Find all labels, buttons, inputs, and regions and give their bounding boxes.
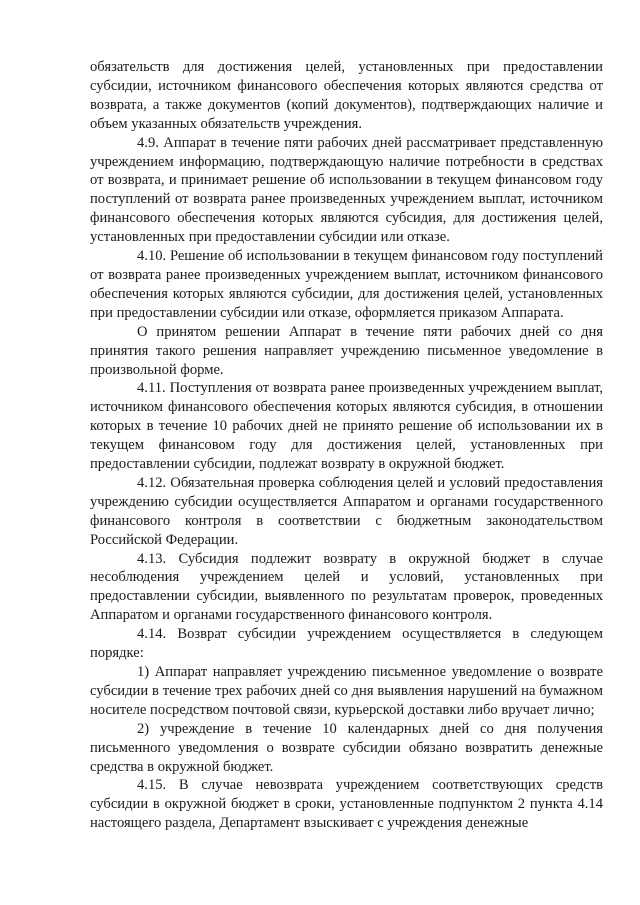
- paragraph-4-11: 4.11. Поступления от возврата ранее произведенных учреждением выплат, источником финансового обеспечения которых являются субсидия, в отношении которых в течение 10 рабочих дней не принято решение об использовании их в текущем финансовом году для достижения целей, установленных при предоставлении субсидии, подлежат возврату в окружной бюджет.: [90, 380, 603, 473]
- paragraph-4-13: 4.13. Субсидия подлежит возврату в окружной бюджет в случае несоблюдения учреждением целей и условий, установленных при предоставлении субсидии, выявленного по результатам проверок, проведенных Аппаратом и органами государственного финансового контроля.: [90, 550, 603, 624]
- paragraph-4-15: 4.15. В случае невозврата учреждением соответствующих средств субсидии в окружной бюджет в сроки, установленные подпунктом 2 пункта 4.14 настоящего раздела, Департамент взыскивает с учреждения денежные: [90, 777, 603, 832]
- document-body: [90, 58, 603, 833]
- paragraph-4-9: 4.9. Аппарат в течение пяти рабочих дней рассматривает представленную учреждением информацию, подтверждающую наличие потребности в средствах от возврата, и принимает решение об использовании в текущем финансовом году поступлений от возврата ранее произведенных учреждением выплат, источником финансового обеспечения которых являются субсидия, для достижения целей, установленных при предоставлении субсидии или отказе.: [90, 134, 603, 246]
- paragraph-4-14: 4.14. Возврат субсидии учреждением осуществляется в следующем порядке:: [90, 626, 603, 662]
- paragraph-4-12: 4.12. Обязательная проверка соблюдения целей и условий предоставления учреждению субсидии осуществляется Аппаратом и органами государственного финансового контроля в соответствии с бюджетным законодательством Российской Федерации.: [90, 474, 603, 548]
- paragraph-decision-notice: О принятом решении Аппарат в течение пяти рабочих дней со дня принятия такого решения направляет учреждению письменное уведомление в произвольной форме.: [90, 323, 603, 378]
- paragraph-4-14-item-1: 1) Аппарат направляет учреждению письменное уведомление о возврате субсидии в течение трех рабочих дней со дня выявления нарушений на бумажном носителе посредством почтовой связи, курьерской доставки либо вручает лично;: [90, 664, 603, 718]
- paragraph-4-10: 4.10. Решение об использовании в текущем финансовом году поступлений от возврата ранее произведенных учреждением выплат, источником финансового обеспечения которых являются субсидии, для достижения целей, установленных при предоставлении субсидии или отказе, оформляется приказом Аппарата.: [90, 248, 603, 321]
- paragraph-continuation: обязательств для достижения целей, установленных при предоставлении субсидии, источником финансового обеспечения которых являются средства от возврата, а также документов (копий документов), подтверждающих наличие и объем указанных обязательств учреждения.: [90, 59, 603, 132]
- paragraph-4-14-item-2: 2) учреждение в течение 10 календарных дней со дня получения письменного уведомления о возврате субсидии обязано возвратить денежные средства в окружной бюджет.: [90, 720, 603, 775]
